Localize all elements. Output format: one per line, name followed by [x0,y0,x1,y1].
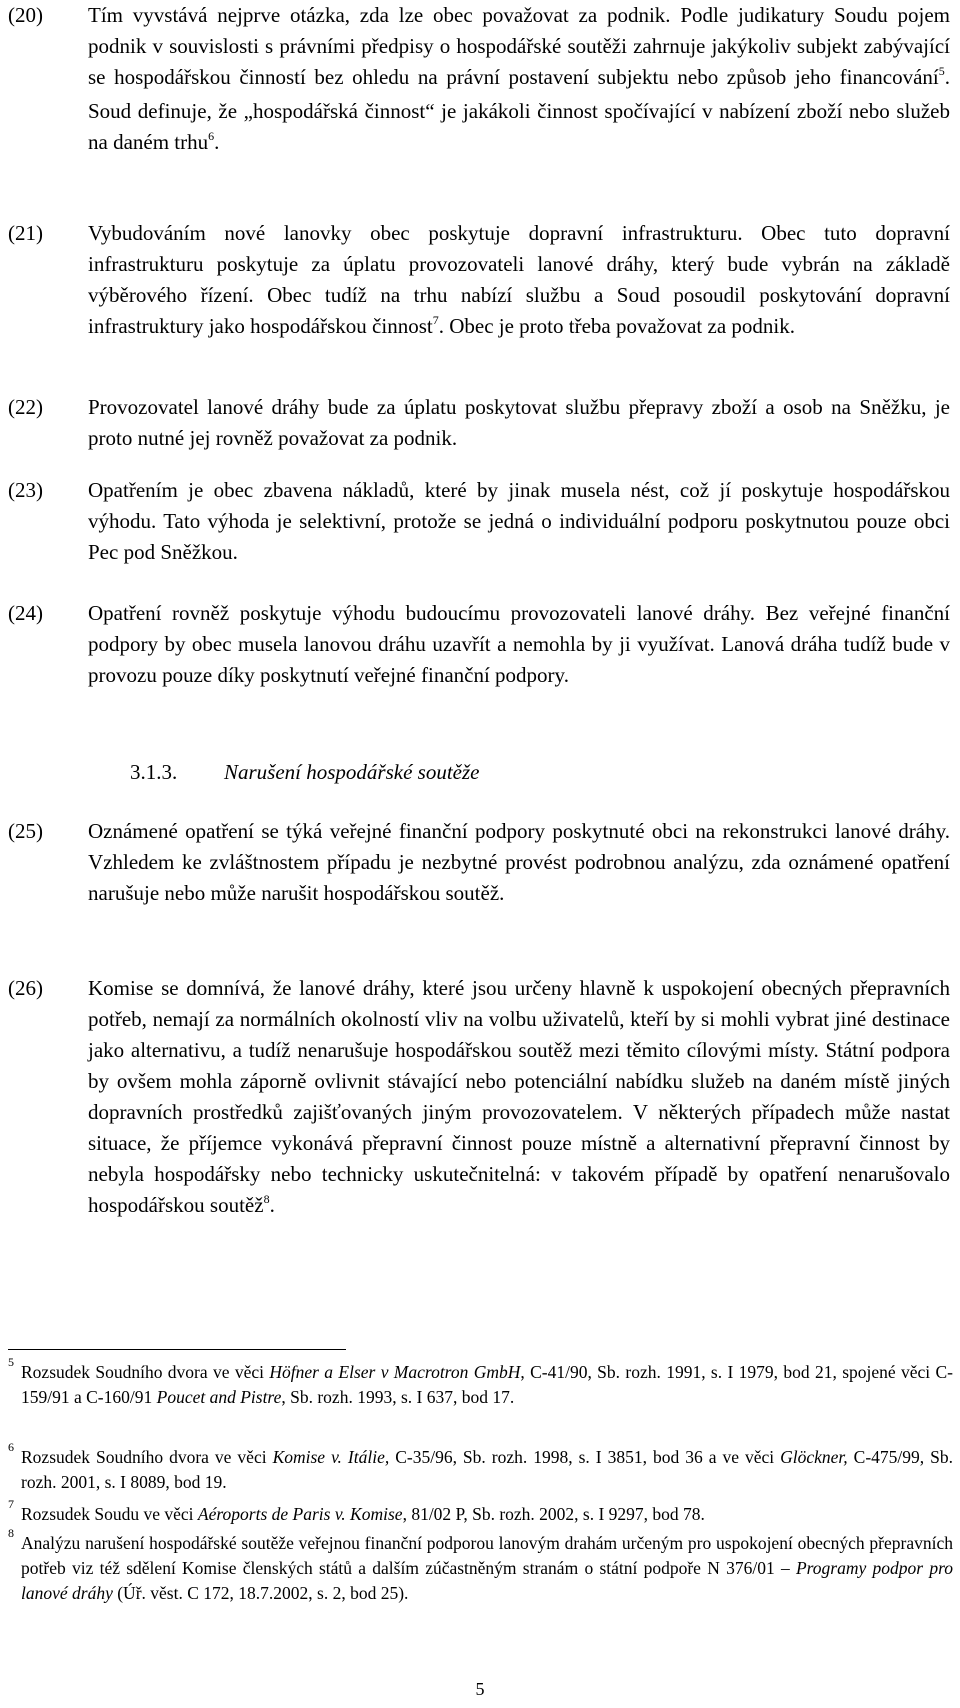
footnote-number: 6 [8,1440,14,1454]
paragraph-number: (20) [8,3,43,27]
paragraph-text: Opatřením je obec zbavena nákladů, které by jinak musela nést, což jí poskytuje hospodářskou výhodu. Tato výhoda je selektivní, protože se jedná o individuální podporu poskytnutou pouze obci Pec pod Sněžkou. [88,478,950,564]
case-name: Glöckner, [780,1447,848,1467]
case-name: Poucet and Pistre [156,1387,282,1407]
footnote-text [21,1360,953,1410]
paragraph-number: (25) [8,819,43,843]
text-run: C-35/96, Sb. rozh. 1998, s. I 3851, bod 36 a ve věci [389,1447,781,1467]
text-run: , C-41/90, Sb. rozh. 1991, s. I 1979, bod 21, spojené věci C-159/91 a C-160/91 [21,1362,953,1407]
paragraph-text [88,0,950,161]
paragraph-number: (21) [8,221,43,245]
text-run: . [214,130,220,154]
paragraph-number: (24) [8,601,43,625]
paragraph-text: Oznámené opatření se týká veřejné finanční podpory poskytnuté obci na rekonstrukci lanové dráhy. Vzhledem ke zvláštnostem případu je nezbytné provést podrobnou analýzu, zda oznámené opatření narušuje nebo může narušit hospodářskou soutěž. [88,819,950,905]
text-run: . Soud definuje, že „hospodářská činnost“ je jakákoli činnost spočívající v nabízení zboží nebo služeb na daném trhu [88,65,950,154]
paragraph-text: Opatření rovněž poskytuje výhodu budoucímu provozovateli lanové dráhy. Bez veřejné finanční podpory by obec musela lanovou dráhu uzavřít a nemohla by ji využívat. Lanová dráha tudíž bude v provozu pouze díky poskytnutí veřejné finanční podpory. [88,601,950,687]
footnote-separator [8,1349,346,1350]
text-run: Rozsudek Soudního dvora ve věci [21,1362,270,1382]
footnote-text [21,1502,953,1527]
footnote-ref[interactable]: 5 [938,64,945,78]
footnote-text [21,1531,953,1606]
paragraph-number: (22) [8,395,43,419]
text-run: , Sb. rozh. 1993, s. I 637, bod 17. [281,1387,515,1407]
text-run: Rozsudek Soudního dvora ve věci [21,1447,273,1467]
page-number: 5 [475,1679,485,1699]
text-run: , 81/02 P, Sb. rozh. 2002, s. I 9297, bod 78. [402,1504,705,1524]
paragraph-text: Provozovatel lanové dráhy bude za úplatu poskytovat službu přepravy zboží a osob na Sněžku, je proto nutné jej rovněž považovat za podnik. [88,395,950,450]
footnote-number: 8 [8,1526,14,1540]
footnote-ref[interactable]: 7 [432,313,439,327]
paragraph-number: (26) [8,976,43,1000]
text-run: Analýzu narušení hospodářské soutěže veřejnou finanční podporou lanovým drahám určeným pro uspokojení obecných přepravních potřeb viz též sdělení Komise členských států a dalším zúčastněným stranám o státní podpoře N 376/01 – [21,1533,953,1578]
paragraph-number: (23) [8,478,43,502]
footnote-number: 7 [8,1497,14,1511]
footnote-number: 5 [8,1355,14,1369]
case-name: Aéroports de Paris v. Komise [197,1504,403,1524]
text-run: Vybudováním nové lanovky obec poskytuje dopravní infrastrukturu. Obec tuto dopravní infrastrukturu poskytuje za úplatu provozovateli lanové dráhy, který bude vybrán na základě výběrového řízení. Obec tudíž na trhu nabízí službu a Soud posoudil poskytování dopravní infrastruktury jako hospodářskou činnost [88,221,950,338]
programme-name: Programy podpor pro lanové dráhy [21,1558,953,1603]
text-run: Komise se domnívá, že lanové dráhy, které jsou určeny hlavně k uspokojení obecných přepravních potřeb, nemají za normálních okolností vliv na volbu uživatelů, kteří by si mohli vybrat jiné destinace jako alternativu, a tudíž nenarušuje hospodářskou soutěž mezi těmito cílovými místy. Státní podpora by ovšem mohla záporně ovlivnit stávající nebo potenciální nabídku služeb na daném místě jiných dopravních prostředků zajišťovaných jiným provozovatelem. V některých případech může nastat situace, že příjemce vykonává přepravní činnost pouze místně a alternativní přepravní činnost by nebyla hospodářsky nebo technicky uskutečnitelná: v takovém případě by opatření nenarušovalo hospodářskou soutěž [88,976,950,1217]
section-heading [130,757,480,788]
text-run: . [269,1193,275,1217]
footnote-ref[interactable]: 8 [263,1192,270,1206]
section-number: 3.1.3. [130,760,178,784]
section-title: Narušení hospodářské soutěže [224,760,480,784]
text-run: . Obec je proto třeba považovat za podnik. [438,314,795,338]
case-name: Höfner a Elser v Macrotron GmbH [269,1362,521,1382]
footnote-text [21,1445,953,1495]
case-name: Komise v. Itálie, [272,1447,390,1467]
text-run: C-475/99, Sb. rozh. 2001, s. I 8089, bod 19. [21,1447,953,1492]
text-run: Rozsudek Soudu ve věci [21,1504,198,1524]
paragraph-text [88,218,950,345]
paragraph-text [88,973,950,1224]
text-run: Tím vyvstává nejprve otázka, zda lze obec považovat za podnik. Podle judikatury Soudu pojem podnik v souvislosti s právními předpisy o hospodářské soutěži zahrnuje jakýkoliv subjekt zabývající se hospodářskou činností bez ohledu na právní postavení subjektu nebo způsob jeho financování [88,3,950,89]
footnote-ref[interactable]: 6 [208,129,215,143]
text-run: (Úř. věst. C 172, 18.7.2002, s. 2, bod 25). [112,1583,409,1603]
